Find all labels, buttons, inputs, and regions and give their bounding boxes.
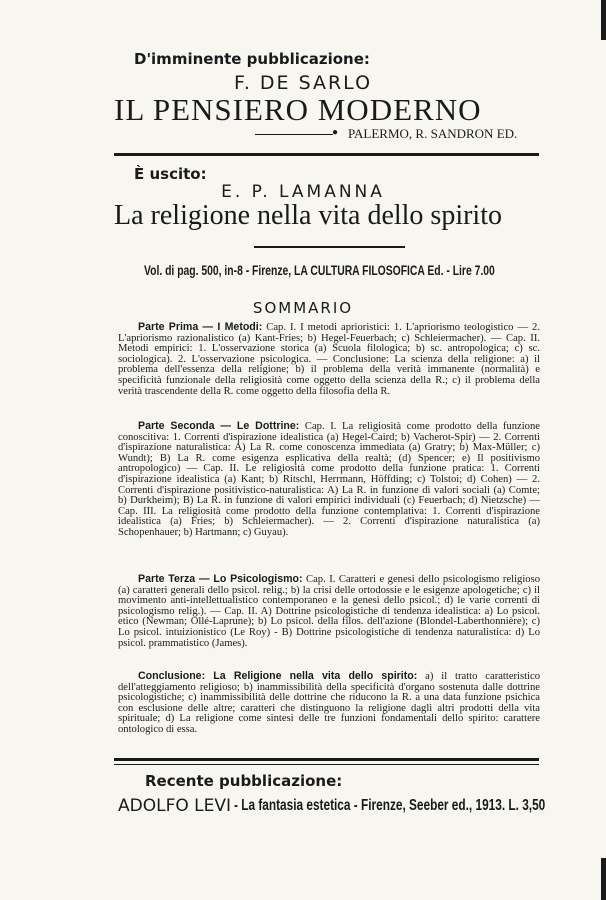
announcement-label: D'imminente pubblicazione: [134, 50, 370, 68]
book-details: Vol. di pag. 500, in-8 - Firenze, LA CULTURA FILOSOFICA Ed. - Lire 7.00 [144, 262, 495, 278]
title-underline [254, 246, 405, 248]
part-2-text: Cap. I. La religiosità come prodotto della funzione conoscitiva: 1. Correnti d'ispirazione idealistica (a) Hegel-Caird; b) Vacherot-Spir) — 2. Correnti d'ispirazione naturalistica: A) La R. come conoscenza immediata (a) Gratry; b) Max-Müller; c) Wundt); B) La R. come esigenza esplicativa della realtà; (d) Spencer; e) Il positivismo antropologico) — Cap. II. Le religiosità come prodotto della funzione pratica: 1. Correnti d'ispirazione idealistica (a) Kant; b) Ritschl, Herrmann, Höffding; c) Tolstoi; d) Cohen) — 2. Correnti d'ispirazione positivistico-naturalistica: A) La R. in funzione di valori sociali (a) Comte; b) Durkheim); B) La R. in funzione di valori empirici individuali (c) Feuerbach; d) Nietzsche) — Cap. III. La religiosità come prodotto della funzione contemplativa: 1. Correnti d'ispirazione idealistica (a) Fries; b) Schleiermacher). — 2. Correnti d'ispirazione naturalistica (a) Schopenhauer; b) Hartmann; c) Guyau). [118, 421, 540, 538]
edge-mark-bottom [601, 858, 606, 900]
top-title: IL PENSIERO MODERNO [114, 92, 482, 127]
edge-mark-top [601, 0, 606, 40]
summary-part-1 [118, 322, 540, 397]
conclusion-text: a) il tratto caratteristico dell'atteggiamento religioso; b) inammissibilità della specificità d'organo sostenuta dalle dottrine psicologistiche; c) inammissibilità delle dottrine che riducono la R. a una data funzione psichica con esclusione delle altre; caratteri che distinguono la religione dagli altri prodotti della vita spirituale; d) La religione come sintesi delle tre funzioni fondamentali dello spirito: carattere ontologico di essa. [118, 671, 540, 735]
publisher-bullet: ● [332, 127, 339, 138]
part-2-heading: Parte Seconda — Le Dottrine: [138, 420, 300, 432]
part-3-heading: Parte Terza — Lo Psicologismo: [138, 573, 303, 585]
part-3-text: Cap. I. Caratteri e genesi dello psicologismo religioso (a) caratteri generali dello psicol. relig.; b) la crisi delle ortodossie e le esigenze apologetiche; c) il movimento anti-intellettualistico contemporaneo e la genesi dello psicol.; d) le varie correnti di psicologismo relig.). — Cap. II. A) Dottrine psicologistiche di tendenza idealistica: a) Lo psicol. etico (Newman; Ollé-Laprune); b) Lo psicol. della filos. dell'azione (Blondel-Laberthonnière); c) Lo psicol. intuizionistico (Le Roy) - B) Dottrine psicologistiche di tendenza naturalistica: d) Lo psicol. prammatistico (James). [118, 574, 540, 649]
bottom-divider-thin [114, 764, 539, 765]
published-label: È uscito: [134, 165, 207, 183]
main-title: La religione nella vita dello spirito [114, 200, 502, 231]
top-author: F. DE SARLO [233, 72, 373, 94]
bottom-details: - La fantasia estetica - Firenze, Seeber ed., 1913. L. 3,50 [234, 797, 546, 814]
part-1-heading: Parte Prima — I Metodi: [138, 321, 263, 333]
summary-heading: SOMMARIO [252, 299, 354, 317]
publisher-rule [255, 134, 333, 135]
main-author: E. P. LAMANNA [221, 182, 385, 202]
summary-part-2 [118, 421, 540, 539]
conclusion-heading: Conclusione: La Religione nella vita dello spirito: [138, 670, 418, 682]
recent-label: Recente pubblicazione: [145, 772, 343, 790]
summary-part-3 [118, 574, 540, 649]
summary-conclusion [118, 671, 540, 736]
part-1-text: Cap. I. I metodi aprioristici: 1. L'apriorismo teologistico — 2. L'apriorismo razionalistico (a) Kant-Fries; b) Hegel-Feuerbach; c) Schleiermacher). — Cap. II. Metodi empirici: 1. L'osservazione storica (a) Scuola filologica; b) sc. antropologica; c) sc. sociologica). 2. L'osservazione psicologica. — Conclusione: La scienza della religione: a) il problema dell'essenza della religione; b) il problema della verità immanente (normalità) e specificità funzionale della religiosità come oggetto della scienza della R.; c) il problema della verità trascendente della R. come oggetto della filosofia della R. [118, 322, 540, 397]
publisher: PALERMO, R. SANDRON ED. [348, 126, 518, 141]
bottom-author: ADOLFO LEVI [118, 796, 231, 816]
bottom-divider-thick [114, 758, 539, 761]
top-divider [114, 153, 539, 156]
